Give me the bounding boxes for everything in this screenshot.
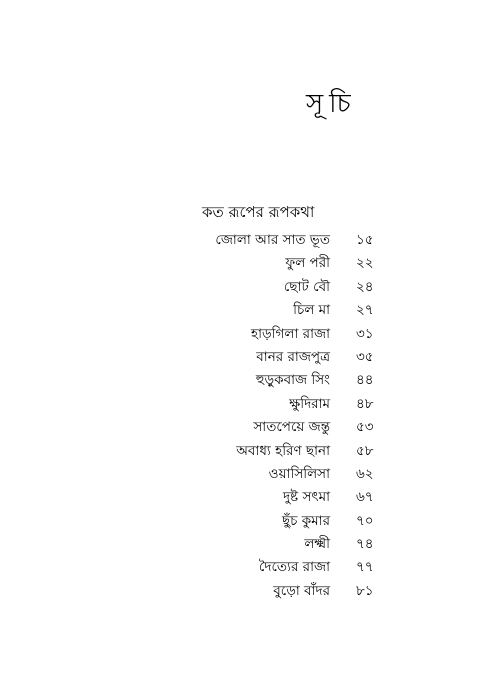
toc-entry-title: অবাধ্য হরিণ ছানা — [236, 442, 330, 459]
toc-entry-title: দৈত্যের রাজা — [258, 559, 330, 576]
toc-entry-page-number: ৫৩ — [356, 419, 374, 436]
toc-entry — [150, 533, 390, 556]
toc-entry — [150, 510, 390, 533]
toc-entry-page-number: ২৪ — [356, 278, 374, 295]
table-of-contents — [150, 229, 390, 603]
toc-entry-title: হুড়ুকবাজ সিং — [255, 372, 330, 389]
toc-entry-title: বুড়ো বাঁদর — [273, 582, 330, 599]
toc-entry — [150, 486, 390, 509]
toc-entry-title: ছোট বৌ — [283, 278, 330, 295]
toc-entry-page-number: ১৫ — [356, 232, 374, 248]
toc-entry-title: ক্ষুদিরাম — [289, 395, 330, 412]
toc-entry-page-number: ৬৭ — [356, 489, 374, 506]
toc-entry-page-number: ২৭ — [356, 302, 374, 319]
toc-entry-page-number: ৭০ — [356, 512, 374, 529]
toc-entry — [150, 299, 390, 322]
toc-entry — [150, 556, 390, 579]
toc-entry-page-number: ৪৪ — [356, 372, 374, 389]
toc-entry-page-number: ৫৮ — [356, 442, 374, 459]
toc-entry-page-number: ৩৫ — [356, 348, 374, 365]
toc-entry-page-number: ৭৭ — [356, 559, 374, 576]
section-heading: কত রূপের রূপকথা — [202, 203, 315, 221]
toc-entry-title: ফুল পরী — [285, 255, 330, 272]
toc-entry-page-number: ৪৮ — [356, 395, 374, 412]
toc-entry — [150, 369, 390, 392]
toc-entry-page-number: ৩১ — [356, 325, 374, 342]
toc-entry-title: লক্ষ্মী — [304, 536, 330, 553]
toc-entry — [150, 416, 390, 439]
toc-entry — [150, 580, 390, 603]
toc-entry — [150, 463, 390, 486]
toc-entry-title: হাড়গিলা রাজা — [251, 325, 330, 342]
toc-entry-title: ওয়াসিলিসা — [268, 465, 330, 482]
toc-entry — [150, 440, 390, 463]
toc-entry-title: সাতপেয়ে জন্তু — [253, 419, 330, 436]
toc-entry-title: ছুঁচ কুমার — [281, 512, 330, 529]
toc-entry-title: দুষ্ট সৎমা — [282, 489, 330, 506]
toc-entry-title: জোলা আর সাত ভূত — [215, 232, 330, 248]
page-title: সূচি — [306, 89, 357, 119]
toc-entry-page-number: ৮১ — [356, 582, 374, 599]
toc-entry — [150, 276, 390, 299]
toc-entry-title: চিল মা — [293, 302, 330, 319]
toc-entry-title: বানর রাজপুত্র — [256, 348, 330, 365]
toc-entry — [150, 323, 390, 346]
toc-entry — [150, 393, 390, 416]
toc-entry — [150, 346, 390, 369]
toc-entry — [150, 252, 390, 275]
toc-entry-page-number: ৭৪ — [356, 536, 374, 553]
toc-entry — [150, 229, 390, 252]
toc-entry-page-number: ৬২ — [356, 465, 374, 482]
toc-entry-page-number: ২২ — [356, 255, 374, 272]
